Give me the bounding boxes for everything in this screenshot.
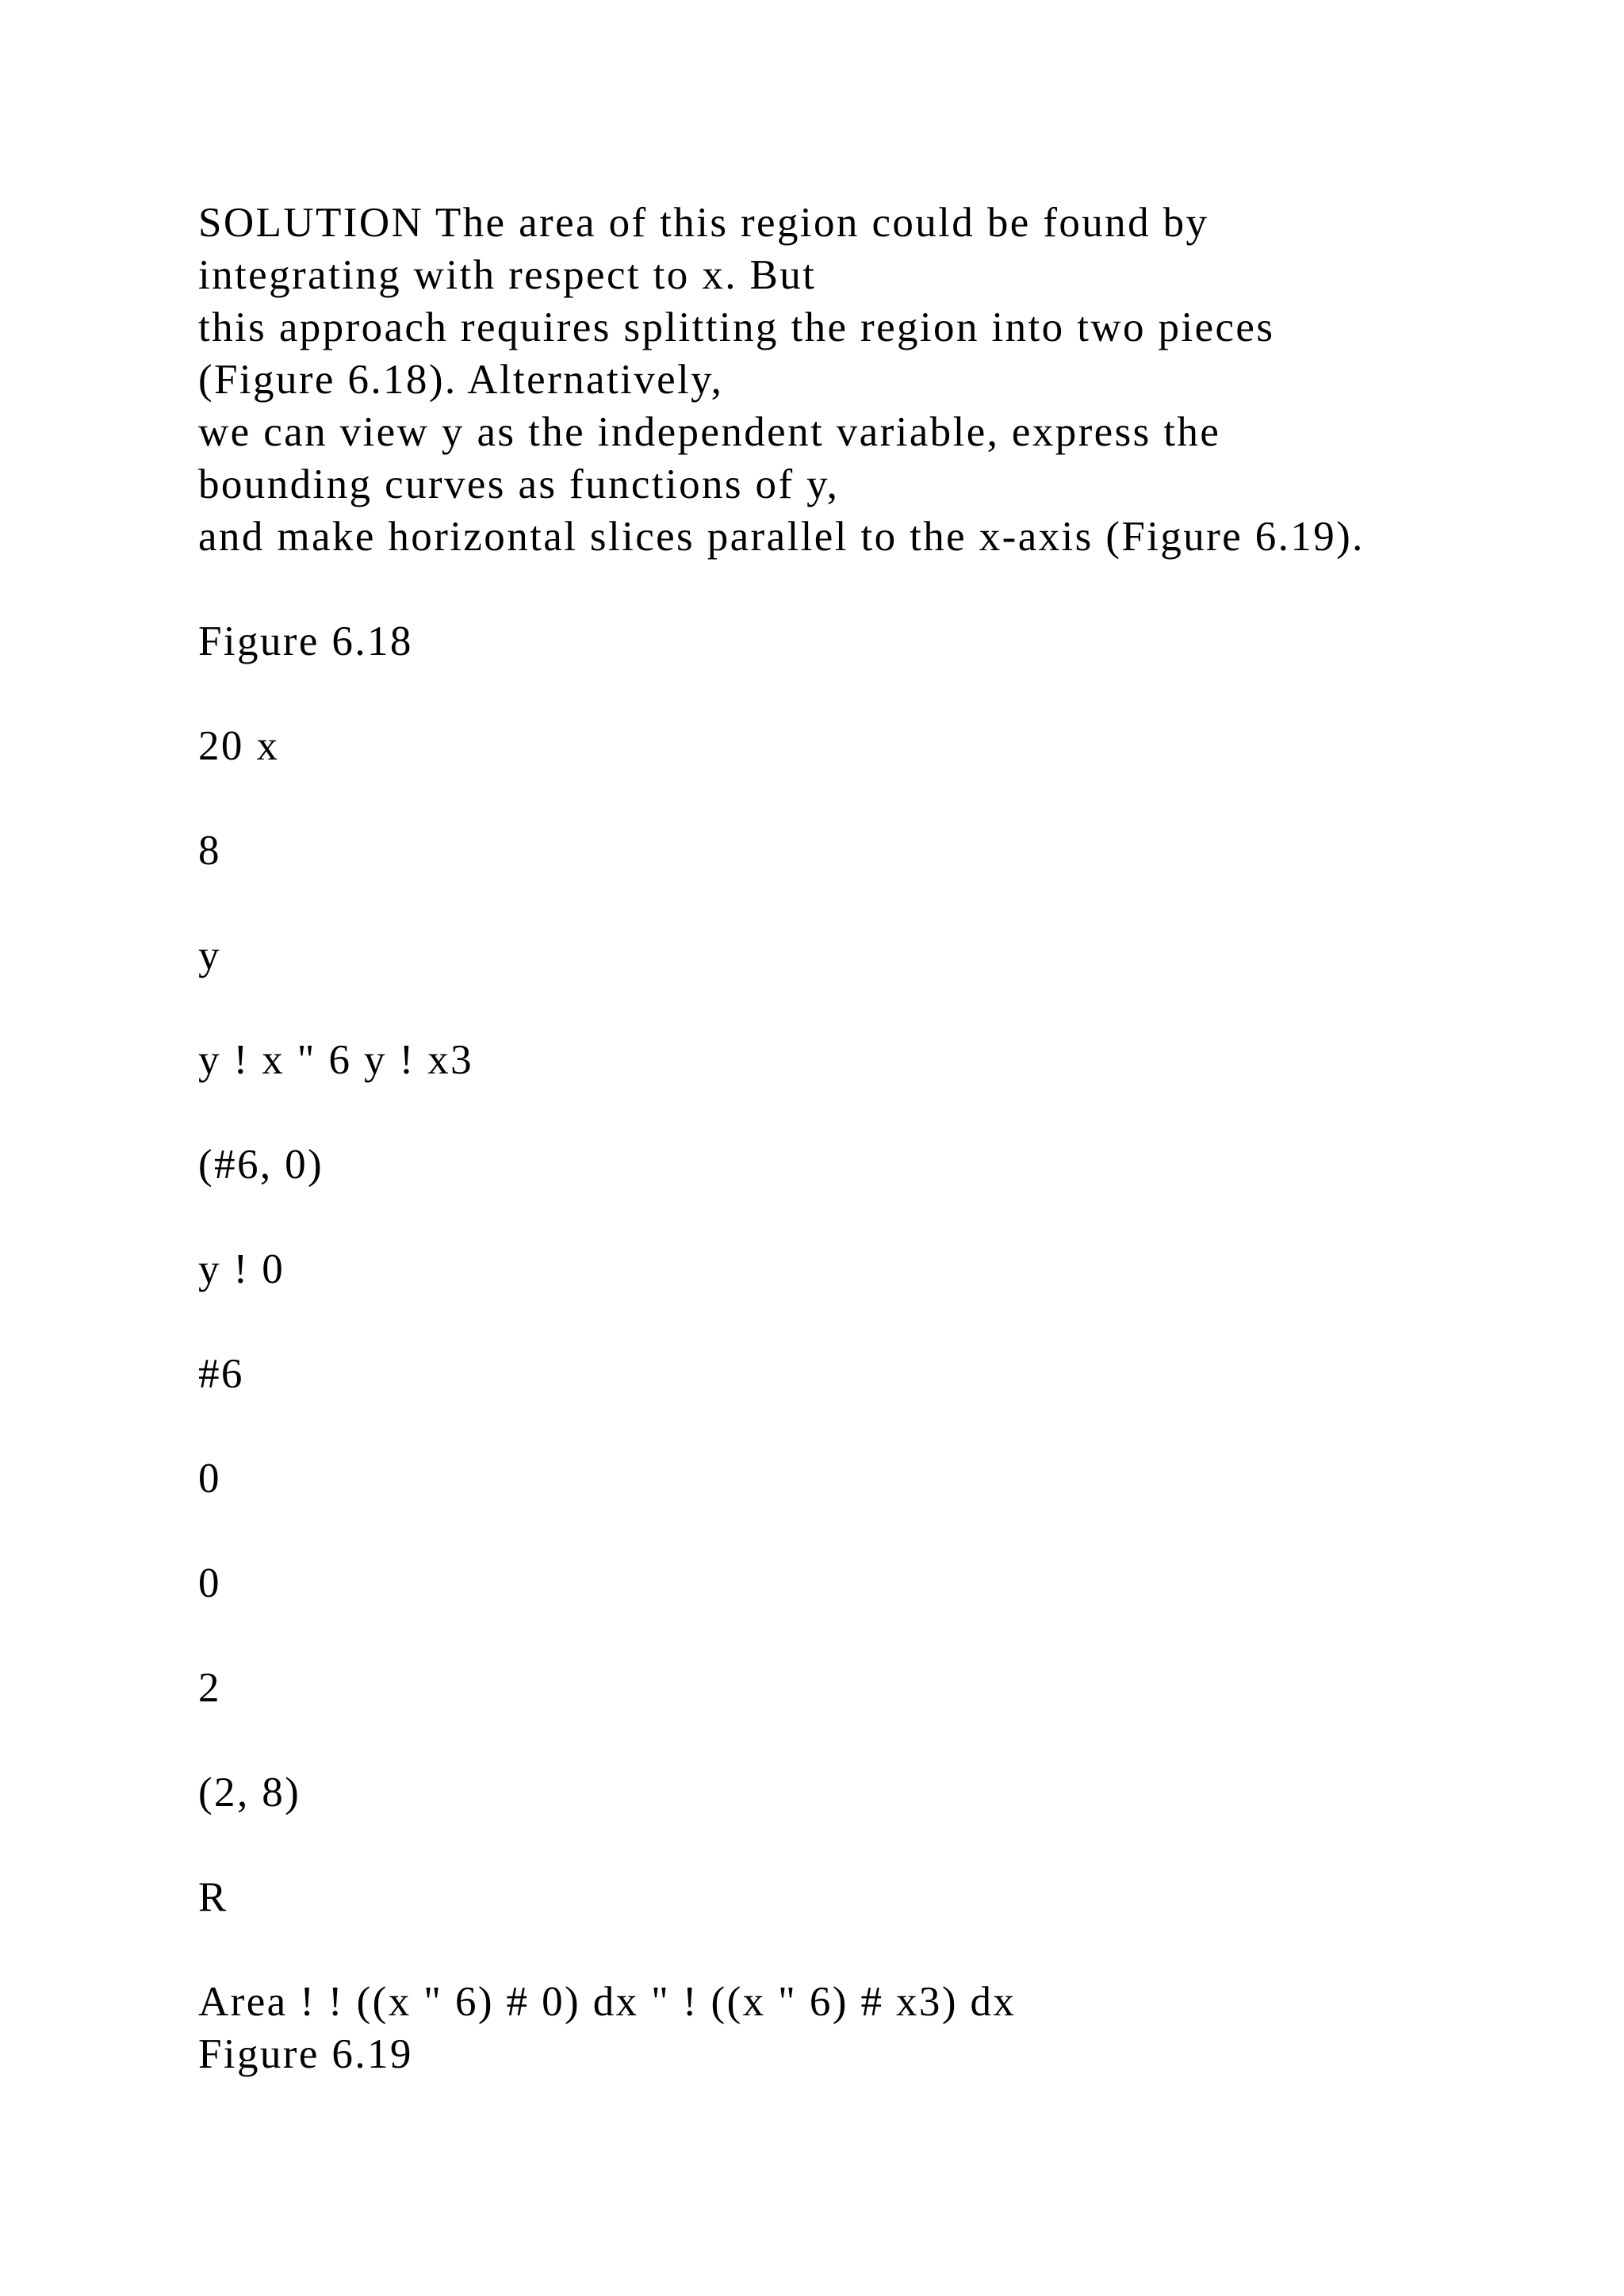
figure-caption: Figure 6.18 [198,618,413,664]
paragraph-line: integrating with respect to x. But [198,252,817,298]
figure-label: 0 [198,1456,221,1502]
figure-label: 2 [198,1665,221,1711]
paragraph-line: bounding curves as functions of y, [198,461,840,507]
paragraph-line: (Figure 6.18). Alternatively, [198,357,724,403]
figure-label: (2, 8) [198,1770,301,1816]
area-formula: Area ! ! ((x " 6) # 0) dx " ! ((x " 6) # x3) dx [198,1979,1017,2025]
paragraph-line: SOLUTION The area of this region could be found by [198,200,1209,246]
figure-label: 20 x [198,723,280,769]
paragraph-line: we can view y as the independent variable, express the [198,409,1221,455]
figure-label: #6 [198,1351,244,1397]
figure-label: y ! x " 6 y ! x3 [198,1037,474,1083]
paragraph-line: this approach requires splitting the region into two pieces [198,304,1275,350]
figure-label: 8 [198,828,221,874]
figure-label: R [198,1874,228,1920]
figure-label: y [198,932,221,978]
figure-label: y ! 0 [198,1246,285,1292]
paragraph-line: and make horizontal slices parallel to the x-axis (Figure 6.19). [198,514,1365,560]
figure-label: (#6, 0) [198,1142,324,1188]
figure-label: 0 [198,1560,221,1606]
figure-caption: Figure 6.19 [198,2031,413,2077]
